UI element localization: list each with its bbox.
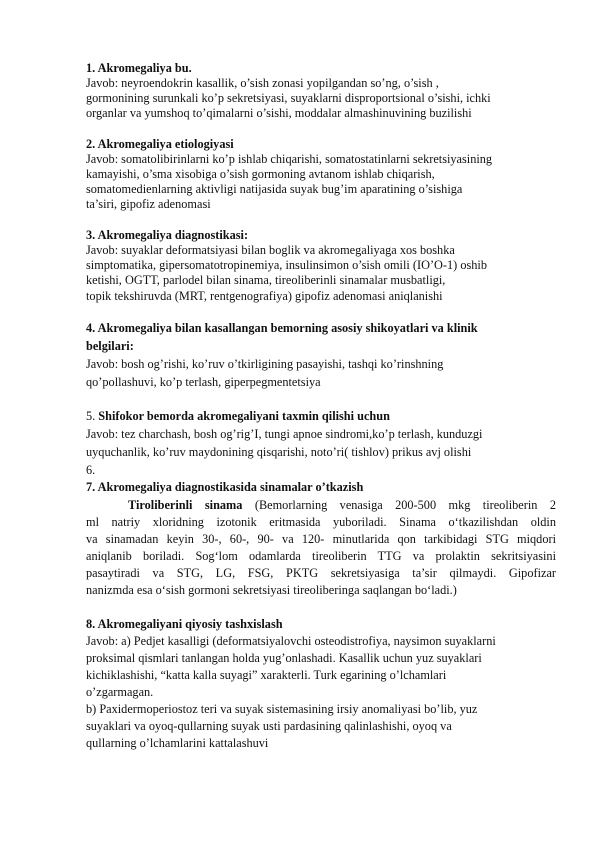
section-8-title: 8. Akromegaliyani qiyosiy tashxislash: [86, 617, 283, 631]
section-1-title: 1. Akromegaliya bu.: [86, 61, 192, 75]
section-6-title: 6.: [86, 463, 96, 477]
section-4-line: Javob: bosh og’rishi, ko’ruv o’tkirligining pasayishi, tashqi ko’rinshning: [86, 357, 444, 371]
section-5-number: 5.: [86, 409, 99, 423]
section-3-line: Javob: suyaklar deformatsiyasi bilan boglik va akromegaliyaga xos boshka: [86, 243, 455, 257]
section-7-term: Tiroliberinli sinama: [128, 498, 243, 512]
section-4-line: qo’pollashuvi, ko’p terlash, giperpegmentetsiya: [86, 375, 321, 389]
section-1-line: organlar va yumshoq to’qimalarni o’sishi, moddalar almashinuvining buzilishi: [86, 106, 472, 120]
section-7-line: pasaytiradi va STG, LG, FSG, PKTG sekretsiyasiga ta’sir qilmaydi. Gipofizar: [86, 566, 556, 580]
section-7-line: [86, 498, 556, 513]
section-3-line: simptomatika, gipersomatotropinemiya, insulinsimon o’sish omili (IO’O-1) oshib: [86, 258, 487, 272]
section-5-title: [86, 409, 390, 424]
section-4-title: 4. Akromegaliya bilan kasallangan bemorning asosiy shikoyatlari va klinik: [86, 321, 478, 335]
section-8-line: Javob: a) Pedjet kasalligi (deformatsiyalovchi osteodistrofiya, naysimon suyaklarni: [86, 634, 496, 648]
section-2-line: ta’siri, gipofiz adenomasi: [86, 197, 211, 211]
section-7-title: 7. Akromegaliya diagnostikasida sinamalar o’tkazish: [86, 480, 364, 494]
section-2-line: somatomedienlarning aktivligi natijasida suyak bug’im aparatining o’sishiga: [86, 182, 463, 196]
section-7-line: aniqlanib boriladi. Sog‘lom odamlarda tireoliberin TTG va prolaktin sekritsiyasini: [86, 549, 556, 563]
section-8-line: kichiklashishi, “katta kalla suyagi” xarakterli. Turk egarining o’lchamlari: [86, 668, 447, 682]
section-3-title: 3. Akromegaliya diagnostikasi:: [86, 228, 249, 242]
section-5-line: Javob: tez charchash, bosh og’rig’I, tungi apnoe sindromi,ko’p terlash, kunduzgi: [86, 427, 483, 441]
section-2-line: Javob: somatolibirinlarni ko’p ishlab chiqarishi, somatostatinlarni sekretsiyasining: [86, 152, 493, 166]
section-3-line: topik tekshiruvda (MRT, rentgenografiya) gipofiz adenomasi aniqlanishi: [86, 289, 443, 303]
section-8-line: proksimal qismlari tanlangan holda yug’onlashadi. Kasallik uchun yuz suyaklari: [86, 651, 482, 665]
section-2-line: kamayishi, o’sma xisobiga o’sish gormoning avtanom ishlab chiqarish,: [86, 167, 435, 181]
section-7-line: ml natriy xloridning izotonik eritmasida yuboriladi. Sinama o‘tkazilishdan oldin: [86, 515, 556, 529]
section-4-title-cont: belgilari:: [86, 339, 134, 353]
section-3-line: ketishi, OGTT, parlodel bilan sinama, tireoliberinli sinamalar musbatligi,: [86, 273, 446, 287]
section-7-line-text: (Bemorlarning venasiga 200-500 mkg tireoliberin 2: [242, 498, 556, 512]
section-7-line: va sinamadan keyin 30-, 60-, 90- va 120- minutlarida qon tarkibidagi STG miqdori: [86, 532, 556, 546]
section-8-line: qullarning o’lchamlarini kattalashuvi: [86, 736, 269, 750]
section-7-line: nanizmda esa o‘sish gormoni sekretsiyasi tireoliberinga saqlangan bo‘ladi.): [86, 583, 457, 597]
section-1-line: Javob: neyroendokrin kasallik, o’sish zonasi yopilgandan so’ng, o’sish ,: [86, 76, 439, 90]
section-8-line: o’zgarmagan.: [86, 685, 154, 699]
section-1-line: gormonining surunkali ko’p sekretsiyasi, suyaklarni disproportsional o’sishi, ichki: [86, 91, 491, 105]
section-8-line: b) Paxidermoperiostoz teri va suyak sistemasining irsiy anomaliyasi bo’lib, yuz: [86, 702, 478, 716]
section-2-title: 2. Akromegaliya etiologiyasi: [86, 137, 234, 151]
section-5-line: uyquchanlik, ko’ruv maydonining qisqarishi, noto’ri( tishlov) prikus avj olishi: [86, 445, 472, 459]
section-8-line: suyaklari va oyoq-qullarning suyak usti pardasining qalinlashishi, oyoq va: [86, 719, 452, 733]
section-5-heading: Shifokor bemorda akromegaliyani taxmin qilishi uchun: [98, 409, 390, 423]
